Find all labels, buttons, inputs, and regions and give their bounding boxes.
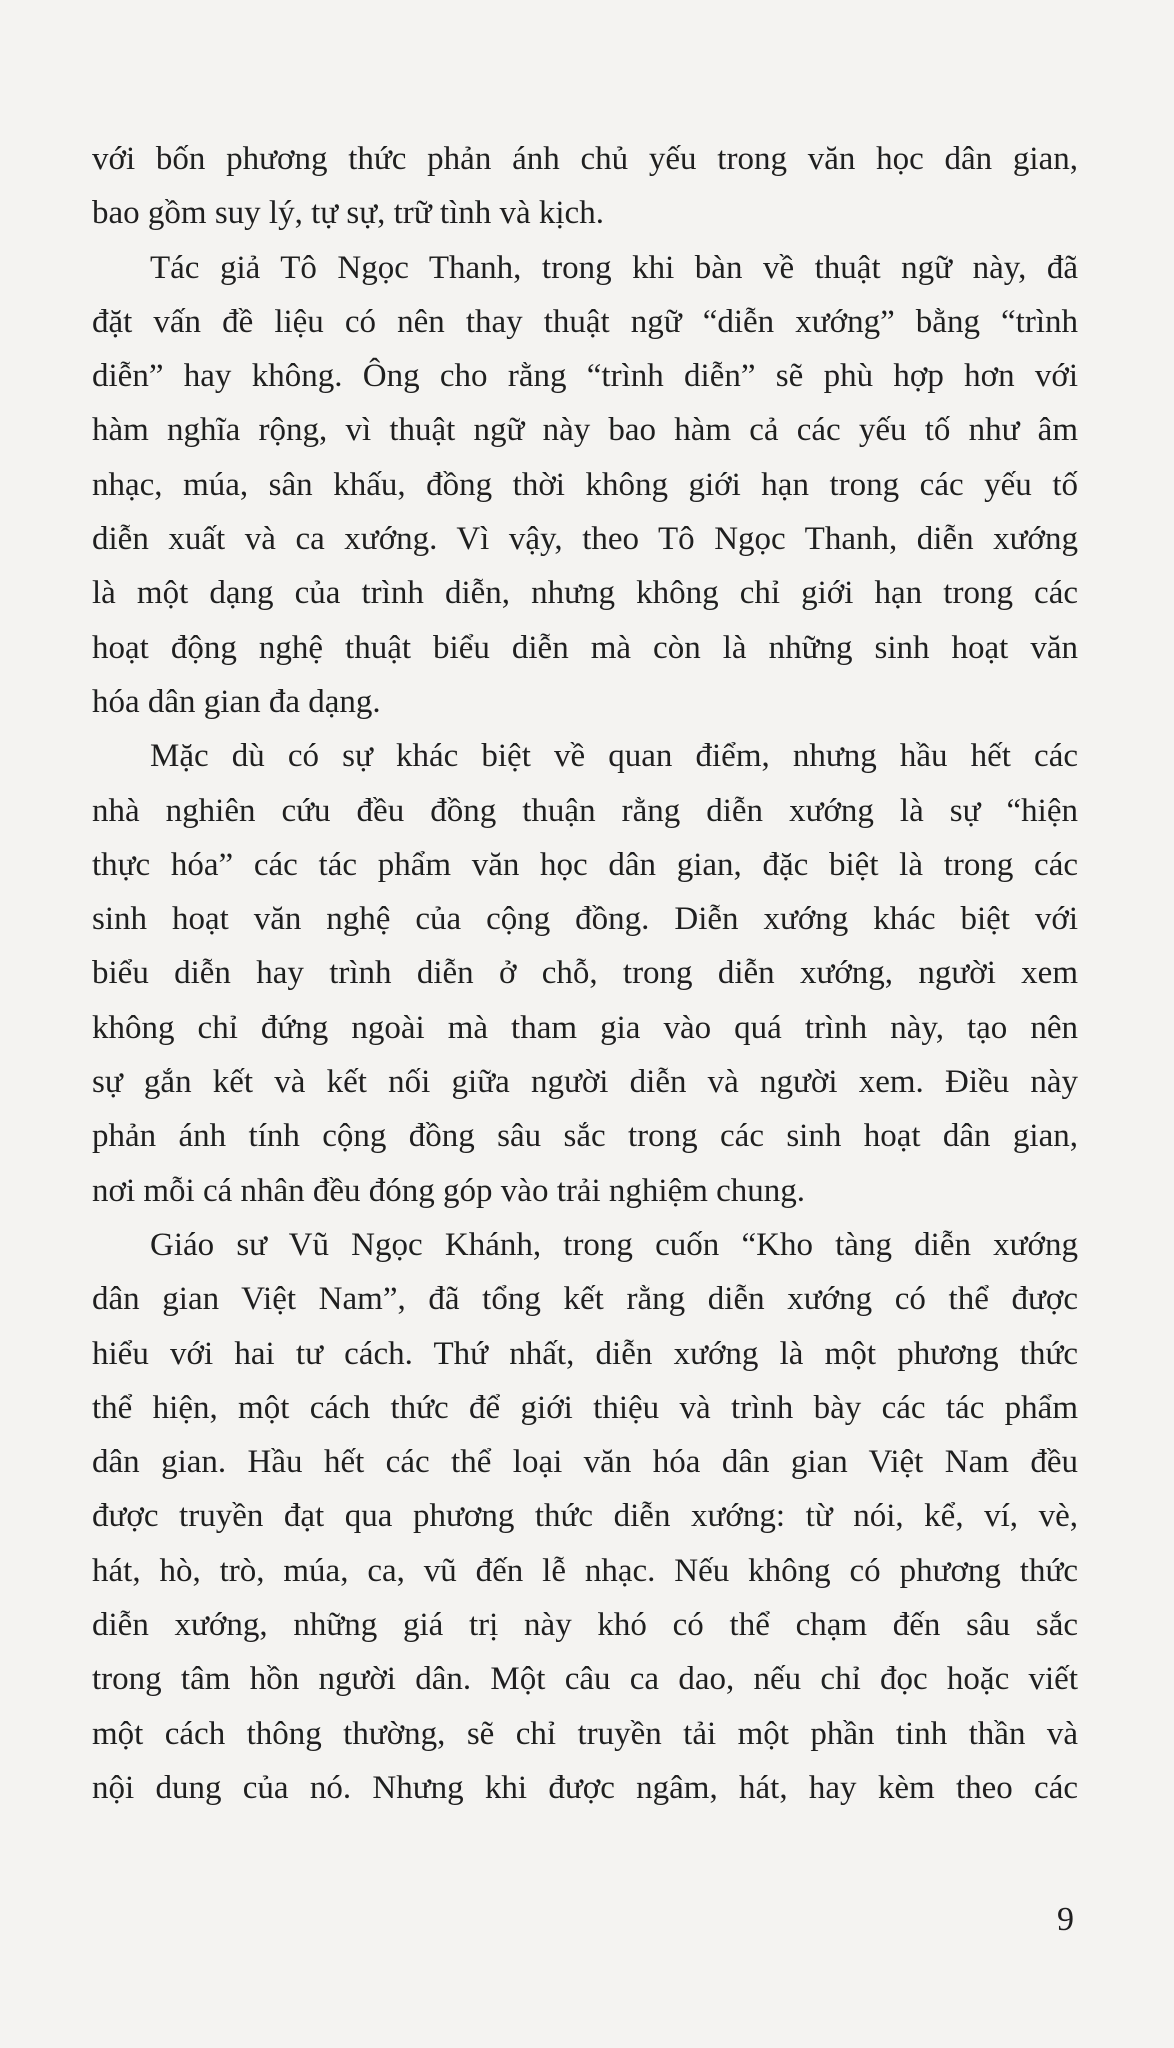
body-text <box>92 132 1078 1815</box>
text-line: biểu diễn hay trình diễn ở chỗ, trong diễn xướng, người xem <box>92 955 1078 992</box>
text-line: hóa dân gian đa dạng. <box>92 683 381 720</box>
text-line: diễn” hay không. Ông cho rằng “trình diễn” sẽ phù hợp hơn với <box>92 358 1078 395</box>
text-line: diễn xuất và ca xướng. Vì vậy, theo Tô Ngọc Thanh, diễn xướng <box>92 521 1078 558</box>
text-line: bao gồm suy lý, tự sự, trữ tình và kịch. <box>92 195 604 232</box>
text-line: dân gian. Hầu hết các thể loại văn hóa dân gian Việt Nam đều <box>92 1444 1078 1481</box>
text-line: nhà nghiên cứu đều đồng thuận rằng diễn xướng là sự “hiện <box>92 792 1078 829</box>
text-line: hát, hò, trò, múa, ca, vũ đến lễ nhạc. Nếu không có phương thức <box>92 1552 1078 1589</box>
text-line: thể hiện, một cách thức để giới thiệu và trình bày các tác phẩm <box>92 1389 1078 1426</box>
text-line: phản ánh tính cộng đồng sâu sắc trong các sinh hoạt dân gian, <box>92 1118 1078 1155</box>
text-line: Tác giả Tô Ngọc Thanh, trong khi bàn về thuật ngữ này, đã <box>150 249 1078 286</box>
paragraph <box>92 241 1078 730</box>
page-number: 9 <box>1057 1901 1074 1938</box>
text-line: không chỉ đứng ngoài mà tham gia vào quá trình này, tạo nên <box>92 1009 1078 1046</box>
paragraph <box>92 132 1078 241</box>
text-line: thực hóa” các tác phẩm văn học dân gian, đặc biệt là trong các <box>92 846 1078 883</box>
paragraph <box>92 729 1078 1218</box>
text-line: sinh hoạt văn nghệ của cộng đồng. Diễn xướng khác biệt với <box>92 901 1078 938</box>
text-line: sự gắn kết và kết nối giữa người diễn và người xem. Điều này <box>92 1064 1078 1101</box>
text-line: trong tâm hồn người dân. Một câu ca dao, nếu chỉ đọc hoặc viết <box>92 1661 1078 1698</box>
text-line: dân gian Việt Nam”, đã tổng kết rằng diễn xướng có thể được <box>92 1281 1078 1318</box>
text-line: nội dung của nó. Nhưng khi được ngâm, hát, hay kèm theo các <box>92 1769 1078 1806</box>
text-line: Mặc dù có sự khác biệt về quan điểm, nhưng hầu hết các <box>150 738 1078 775</box>
text-line: là một dạng của trình diễn, nhưng không chỉ giới hạn trong các <box>92 575 1078 612</box>
text-line: diễn xướng, những giá trị này khó có thể chạm đến sâu sắc <box>92 1607 1078 1644</box>
text-line: với bốn phương thức phản ánh chủ yếu trong văn học dân gian, <box>92 141 1078 177</box>
text-line: nhạc, múa, sân khấu, đồng thời không giới hạn trong các yếu tố <box>92 466 1078 503</box>
text-line: hiểu với hai tư cách. Thứ nhất, diễn xướng là một phương thức <box>92 1335 1078 1372</box>
text-line: đặt vấn đề liệu có nên thay thuật ngữ “diễn xướng” bằng “trình <box>92 303 1078 340</box>
paragraph <box>92 1218 1078 1815</box>
text-line: được truyền đạt qua phương thức diễn xướng: từ nói, kể, ví, vè, <box>92 1498 1078 1535</box>
text-line: một cách thông thường, sẽ chỉ truyền tải một phần tinh thần và <box>92 1715 1078 1752</box>
text-line: nơi mỗi cá nhân đều đóng góp vào trải nghiệm chung. <box>92 1172 806 1209</box>
text-line: hoạt động nghệ thuật biểu diễn mà còn là những sinh hoạt văn <box>92 629 1078 666</box>
text-line: hàm nghĩa rộng, vì thuật ngữ này bao hàm cả các yếu tố như âm <box>92 412 1078 449</box>
text-line: Giáo sư Vũ Ngọc Khánh, trong cuốn “Kho tàng diễn xướng <box>150 1226 1078 1263</box>
